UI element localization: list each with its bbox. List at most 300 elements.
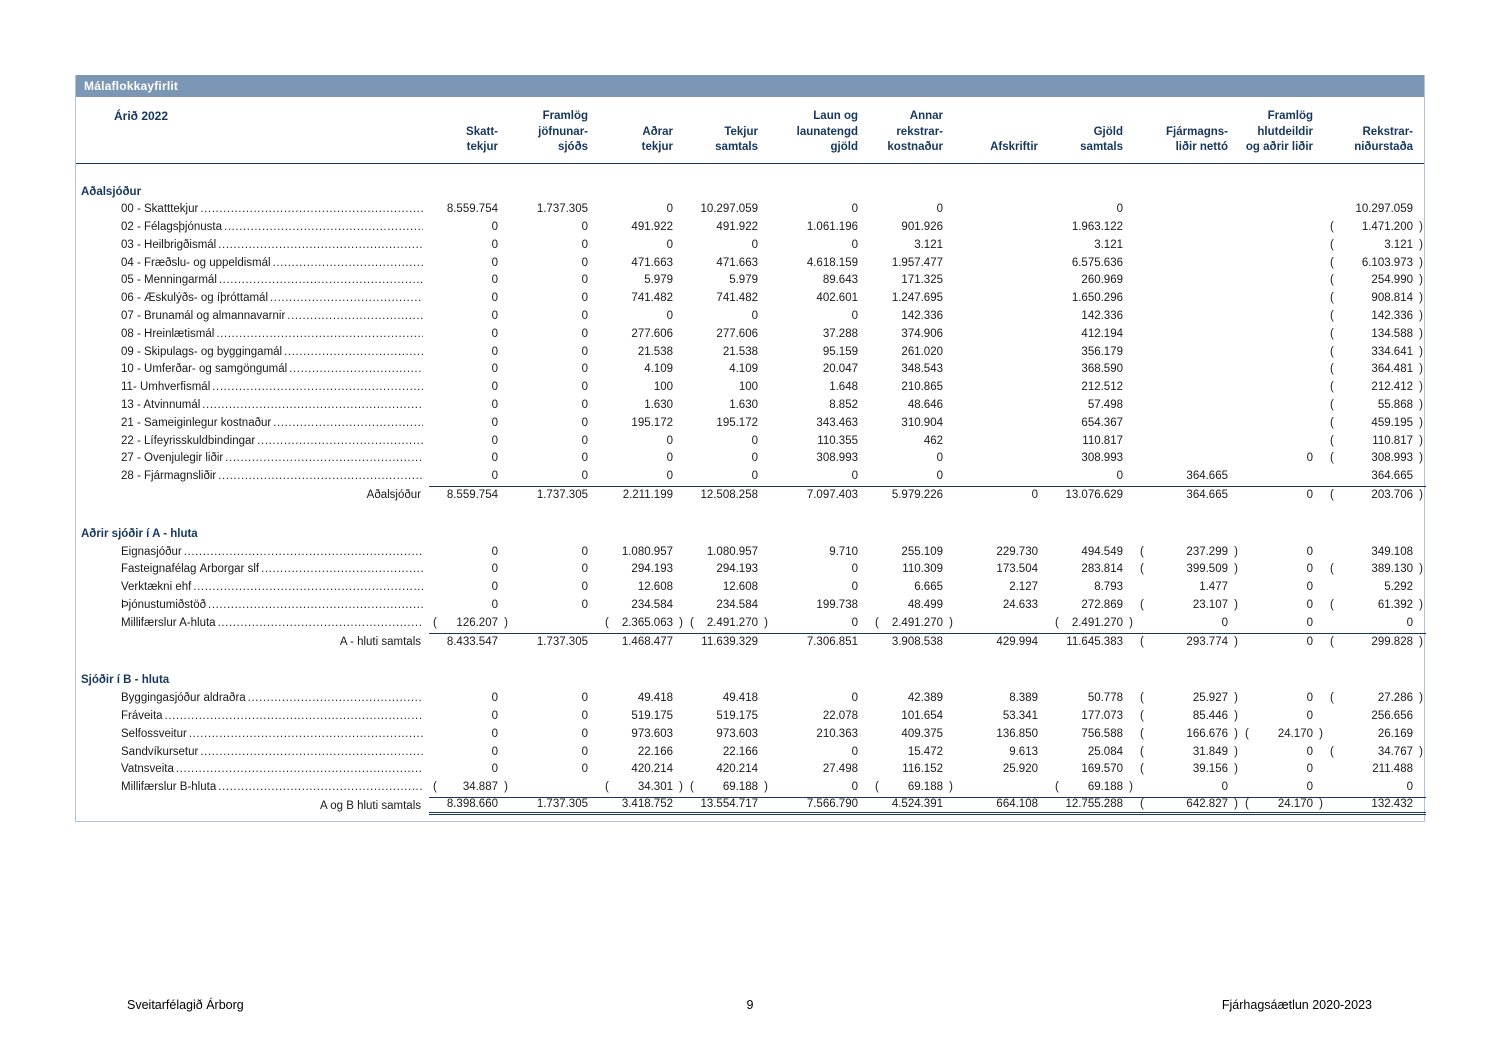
value-cell	[956, 344, 1051, 362]
value-cell	[1326, 597, 1426, 615]
open-paren: (	[605, 781, 609, 794]
close-paren: )	[1419, 327, 1423, 340]
row-label	[76, 728, 429, 742]
column-header-line: tekjur	[641, 141, 673, 153]
value-cell: 0	[491, 452, 498, 465]
close-paren: )	[1129, 616, 1133, 629]
value-cell: 110.309	[902, 563, 943, 576]
value-cell: 0	[581, 563, 588, 576]
column-header-line: samtals	[1080, 141, 1123, 153]
value-cell	[1326, 433, 1426, 451]
row-label-text: 00 - Skatttekjur	[121, 203, 199, 216]
value-cell: 756.588	[1081, 727, 1123, 740]
column-header-line: Fjármagns-	[1166, 125, 1228, 138]
value-cell: 294.193	[716, 563, 758, 576]
open-paren: (	[1330, 327, 1334, 340]
value-cell: 0	[751, 434, 758, 447]
value-cell: 8.559.754	[429, 486, 511, 504]
table-row	[76, 344, 1424, 362]
value: 2.491.270	[891, 616, 943, 629]
value-cell	[956, 272, 1051, 290]
value-cell: 0	[581, 763, 588, 776]
close-paren: )	[1419, 381, 1423, 394]
close-paren: )	[1419, 292, 1423, 305]
value-cell: 5.292	[1384, 581, 1413, 594]
row-label	[76, 617, 429, 631]
open-paren: (	[1330, 434, 1334, 447]
value-cell	[1136, 633, 1241, 651]
value-cell: 0	[491, 727, 498, 740]
value-cell	[1326, 308, 1426, 326]
column-header-line: gjöld	[830, 141, 858, 153]
value: 237.299	[1186, 545, 1228, 558]
close-paren: )	[1419, 310, 1423, 323]
value-cell: 1.061.196	[806, 221, 858, 234]
value-cell	[1136, 797, 1241, 815]
open-paren: (	[1330, 292, 1334, 305]
value-cell: 1.737.305	[511, 486, 601, 504]
value-cell: 0	[491, 363, 498, 376]
row-label	[76, 692, 429, 706]
row-label-text: Millifærslur B-hluta	[121, 781, 217, 794]
value-cell: 356.179	[1081, 345, 1123, 358]
value-cell: 89.643	[822, 274, 858, 287]
close-paren: )	[1234, 545, 1238, 558]
value-cell: 173.504	[996, 563, 1038, 576]
open-paren: (	[1330, 692, 1334, 705]
row-label-text: 08 - Hreinlætismál	[121, 327, 215, 340]
value-cell: 22.166	[722, 745, 758, 758]
table-row	[76, 708, 1424, 726]
table-row	[76, 450, 1424, 468]
row-label	[76, 239, 429, 253]
value-cell: 11.639.329	[686, 633, 771, 651]
value: 166.676	[1186, 727, 1228, 740]
value-cell	[1241, 237, 1326, 255]
close-paren: )	[1419, 452, 1423, 465]
column-header	[771, 109, 871, 156]
value-cell	[1136, 561, 1241, 579]
row-label	[76, 781, 429, 795]
open-paren: (	[1140, 692, 1144, 705]
dot-leader	[193, 581, 423, 595]
close-paren: )	[1234, 798, 1238, 810]
value-cell: 0	[751, 310, 758, 323]
value-cell: 8.433.547	[429, 633, 511, 651]
row-label-text: 04 - Fræðslu- og uppeldismál	[121, 256, 271, 269]
value-cell: 49.418	[637, 692, 673, 705]
value-cell: 349.108	[1371, 545, 1413, 558]
table-row	[76, 726, 1424, 744]
value-cell: 8.852	[829, 399, 858, 412]
value-cell	[956, 450, 1051, 468]
value-cell: 0	[666, 452, 673, 465]
value-cell: 101.654	[901, 710, 943, 723]
value-cell: 412.194	[1081, 327, 1123, 340]
value-cell: 272.869	[1081, 599, 1123, 612]
value-cell	[1326, 326, 1426, 344]
table-body	[76, 184, 1424, 815]
row-label	[76, 399, 429, 413]
table-section	[76, 184, 1424, 504]
value-cell	[956, 468, 1051, 486]
value-cell: 277.606	[716, 327, 758, 340]
dot-leader	[248, 692, 423, 706]
value-cell: 7.306.851	[771, 633, 871, 651]
close-paren: )	[949, 616, 953, 629]
table-row	[76, 433, 1424, 451]
value-cell: 0	[851, 238, 858, 251]
open-paren: (	[1245, 727, 1249, 740]
row-label-text: 10 - Umferðar- og samgöngumál	[121, 363, 288, 376]
table-row	[76, 615, 1424, 633]
value-cell	[1326, 450, 1426, 468]
value: 254.990	[1371, 274, 1413, 287]
value-cell: 0	[1306, 710, 1313, 723]
value-cell: 0	[491, 345, 498, 358]
value-cell: 1.477	[1199, 581, 1228, 594]
value-cell: 283.814	[1081, 563, 1123, 576]
value-cell: 0	[851, 203, 858, 216]
page-footer	[0, 998, 1500, 1018]
row-label	[76, 435, 429, 449]
value-cell: 12.508.258	[686, 486, 771, 504]
row-label-text: 07 - Brunamál og almannavarnir	[121, 309, 286, 322]
value-cell: 0	[491, 763, 498, 776]
value: 299.828	[1371, 635, 1413, 648]
value-cell: 4.109	[644, 363, 673, 376]
value-cell: 0	[581, 381, 588, 394]
close-paren: )	[1319, 798, 1323, 810]
value: 69.188	[722, 781, 758, 794]
value-cell: 0	[581, 692, 588, 705]
value-cell: 0	[1406, 616, 1413, 629]
value-cell	[1241, 468, 1326, 486]
value-cell: 5.979	[729, 274, 758, 287]
value: 24.170	[1277, 798, 1313, 810]
value-cell: 50.778	[1087, 692, 1123, 705]
column-header	[686, 109, 771, 156]
table-row	[76, 561, 1424, 579]
value-cell: 0	[581, 327, 588, 340]
value-cell: 0	[751, 238, 758, 251]
value-cell: 308.993	[1081, 452, 1123, 465]
table-row	[76, 544, 1424, 562]
value: 293.774	[1186, 635, 1228, 648]
value-cell: 0	[491, 221, 498, 234]
value-cell	[956, 326, 1051, 344]
value-cell	[1136, 272, 1241, 290]
column-header-line: launatengd	[796, 125, 858, 138]
value-cell	[1136, 379, 1241, 397]
value-cell	[1136, 201, 1241, 219]
value-cell: 15.472	[907, 745, 943, 758]
value-cell: 1.737.305	[536, 203, 588, 216]
value-cell: 519.175	[631, 710, 673, 723]
open-paren: (	[1330, 221, 1334, 234]
value-cell: 9.613	[1009, 745, 1038, 758]
value-cell: 0	[581, 416, 588, 429]
value: 34.887	[462, 781, 498, 794]
value-cell: 364.665	[1186, 470, 1228, 483]
value-cell	[1326, 744, 1426, 762]
value-cell	[1136, 308, 1241, 326]
value-cell	[1326, 255, 1426, 273]
row-label-text: 02 - Félagsþjónusta	[121, 220, 223, 233]
value: 31.849	[1192, 745, 1228, 758]
row-label-text: Fasteignafélag Árborgar slf	[121, 563, 260, 576]
open-paren: (	[1055, 616, 1059, 629]
close-paren: )	[1234, 745, 1238, 758]
column-header-line: og aðrir liðir	[1245, 141, 1313, 153]
row-label-text: 09 - Skipulags- og byggingamál	[121, 345, 283, 358]
value-cell: 0	[581, 238, 588, 251]
value-cell: 0	[1241, 486, 1326, 504]
dot-leader	[225, 452, 423, 466]
dot-leader	[200, 746, 423, 760]
footer-municipality: Sveitarfélagið Árborg	[127, 998, 244, 1012]
value-cell	[956, 290, 1051, 308]
row-label	[76, 346, 429, 360]
value-cell: 26.169	[1377, 727, 1413, 740]
value-cell: 491.922	[716, 221, 758, 234]
value: 134.588	[1371, 327, 1413, 340]
value-cell: 0	[851, 616, 858, 629]
value-cell	[956, 379, 1051, 397]
value-cell: 0	[491, 416, 498, 429]
value-cell	[1136, 344, 1241, 362]
open-paren: (	[605, 616, 609, 629]
dot-leader	[273, 257, 423, 271]
value-cell: 973.603	[631, 727, 673, 740]
value: 142.336	[1371, 310, 1413, 323]
value-cell: 494.549	[1081, 545, 1123, 558]
value-cell: 0	[666, 310, 673, 323]
dot-leader	[165, 710, 423, 724]
value: 25.927	[1192, 692, 1228, 705]
value-cell: 0	[581, 310, 588, 323]
value-cell: 256.656	[1371, 710, 1413, 723]
table-title-bar	[76, 75, 1424, 97]
value: 212.412	[1371, 381, 1413, 394]
row-label-text: Selfossveitur	[121, 727, 187, 740]
value: 110.817	[1372, 434, 1413, 447]
value-cell: 8.559.754	[446, 203, 498, 216]
value-cell: 277.606	[631, 327, 673, 340]
value-cell: 8.793	[1094, 581, 1123, 594]
value-cell	[1136, 255, 1241, 273]
column-header-line: Skatt-	[466, 125, 498, 138]
value-cell	[1136, 219, 1241, 237]
value-cell: 24.633	[1002, 599, 1038, 612]
row-label	[76, 292, 429, 306]
value-cell	[1241, 326, 1326, 344]
value-cell	[956, 219, 1051, 237]
value-cell	[956, 361, 1051, 379]
open-paren: (	[1330, 489, 1334, 502]
value-cell	[511, 779, 601, 797]
value: 364.481	[1371, 363, 1413, 376]
value-cell	[1136, 597, 1241, 615]
row-label	[76, 470, 429, 484]
row-label: Aðalsjóður	[366, 488, 421, 501]
row-label	[76, 274, 429, 288]
value: 34.301	[637, 781, 673, 794]
value-cell: 136.850	[996, 727, 1038, 740]
dot-leader	[284, 346, 423, 360]
value-cell	[1136, 690, 1241, 708]
column-header-line: liðir nettó	[1175, 141, 1228, 153]
value-cell	[1241, 797, 1326, 815]
value-cell	[956, 615, 1051, 633]
value-cell: 234.584	[631, 599, 673, 612]
value: 55.868	[1377, 399, 1413, 412]
value-cell: 0	[491, 599, 498, 612]
open-paren: (	[1330, 399, 1334, 412]
column-header	[601, 109, 686, 156]
row-label-text: 06 - Æskulýðs- og íþróttamál	[121, 292, 269, 305]
value: 69.188	[907, 781, 943, 794]
row-label-text: Fráveita	[121, 709, 163, 722]
footer-page-number: 9	[746, 998, 754, 1012]
value-cell	[1136, 744, 1241, 762]
value-cell: 0	[666, 238, 673, 251]
table-row	[76, 201, 1424, 219]
dot-leader	[287, 310, 423, 324]
open-paren: (	[1330, 274, 1334, 287]
value-cell: 116.152	[902, 763, 943, 776]
value-cell	[956, 255, 1051, 273]
dot-leader	[216, 328, 423, 342]
value-cell: 0	[851, 563, 858, 576]
value-cell: 1.957.477	[891, 256, 943, 269]
value-cell	[1326, 415, 1426, 433]
row-label-text: Þjónustumiðstöð	[121, 598, 207, 611]
value-cell	[1326, 379, 1426, 397]
value-cell: 0	[1306, 781, 1313, 794]
value-cell: 0	[491, 238, 498, 251]
column-header-line: Framlög	[542, 110, 588, 122]
value-cell: 20.047	[822, 363, 858, 376]
value-cell: 374.906	[901, 327, 943, 340]
column-header-row	[76, 97, 1424, 164]
value-cell: 0	[851, 692, 858, 705]
value-cell	[1136, 290, 1241, 308]
value-cell: 0	[666, 434, 673, 447]
table-row	[76, 761, 1424, 779]
value: 27.286	[1377, 692, 1413, 705]
column-header	[1136, 109, 1241, 156]
value-cell	[1326, 290, 1426, 308]
dot-leader	[273, 417, 423, 431]
close-paren: )	[1234, 692, 1238, 705]
value: 334.641	[1371, 345, 1413, 358]
malaflokkayfirlit-table	[75, 75, 1425, 822]
value-cell: 343.463	[816, 416, 858, 429]
value-cell: 132.432	[1326, 797, 1426, 815]
open-paren: (	[1330, 635, 1334, 648]
value-cell	[956, 433, 1051, 451]
open-paren: (	[1330, 345, 1334, 358]
row-label	[76, 221, 429, 235]
value-cell: 100	[653, 381, 673, 394]
value-cell: 654.367	[1081, 416, 1123, 429]
open-paren: (	[1140, 763, 1144, 776]
row-label	[76, 763, 429, 777]
close-paren: )	[1419, 399, 1423, 412]
value-cell: 12.608	[722, 581, 758, 594]
dot-leader	[208, 599, 423, 613]
row-label	[76, 328, 429, 342]
column-header-line: Aðrar	[642, 125, 673, 138]
value-cell: 1.737.305	[511, 633, 601, 651]
value-cell: 0	[491, 381, 498, 394]
value-cell	[1136, 544, 1241, 562]
value-cell: 48.646	[907, 399, 943, 412]
open-paren: (	[433, 781, 437, 794]
value-cell: 402.601	[816, 292, 858, 305]
close-paren: )	[1234, 710, 1238, 723]
value-cell: 0	[491, 710, 498, 723]
close-paren: )	[679, 616, 683, 629]
value-cell: 0	[956, 486, 1051, 504]
value-cell	[1326, 561, 1426, 579]
close-paren: )	[1129, 781, 1133, 794]
value-cell: 471.663	[631, 256, 673, 269]
value-cell: 0	[581, 256, 588, 269]
value: 2.491.270	[1071, 616, 1123, 629]
value-cell: 0	[1221, 616, 1228, 629]
close-paren: )	[504, 781, 508, 794]
value-cell: 177.073	[1081, 710, 1123, 723]
value-cell: 0	[581, 292, 588, 305]
row-label	[76, 310, 429, 324]
value-cell	[1241, 379, 1326, 397]
close-paren: )	[764, 781, 768, 794]
open-paren: (	[1330, 599, 1334, 612]
value-cell: 4.109	[729, 363, 758, 376]
value-cell: 1.080.957	[706, 545, 758, 558]
value-cell: 0	[581, 545, 588, 558]
value-cell: 0	[1221, 781, 1228, 794]
value-cell	[601, 779, 686, 797]
value-cell: 0	[491, 399, 498, 412]
dot-leader	[189, 728, 423, 742]
value-cell: 0	[851, 470, 858, 483]
value-cell: 12.755.288	[1051, 797, 1136, 815]
value-cell: 22.078	[822, 710, 858, 723]
value-cell	[1241, 397, 1326, 415]
value-cell: 0	[581, 274, 588, 287]
table-row	[76, 379, 1424, 397]
value-cell: 1.630	[729, 399, 758, 412]
close-paren: )	[1419, 635, 1423, 648]
value-cell: 142.336	[901, 310, 943, 323]
value-cell	[871, 779, 956, 797]
value-cell: 664.108	[956, 797, 1051, 815]
value-cell: 42.389	[907, 692, 943, 705]
value-cell: 255.109	[901, 545, 943, 558]
value-cell	[1241, 344, 1326, 362]
value-cell: 6.665	[914, 581, 943, 594]
value-cell: 212.512	[1081, 381, 1123, 394]
value-cell: 195.172	[716, 416, 758, 429]
value-cell	[1241, 201, 1326, 219]
table-row	[76, 272, 1424, 290]
value-cell: 0	[581, 345, 588, 358]
dot-leader	[224, 221, 423, 235]
table-row	[76, 308, 1424, 326]
